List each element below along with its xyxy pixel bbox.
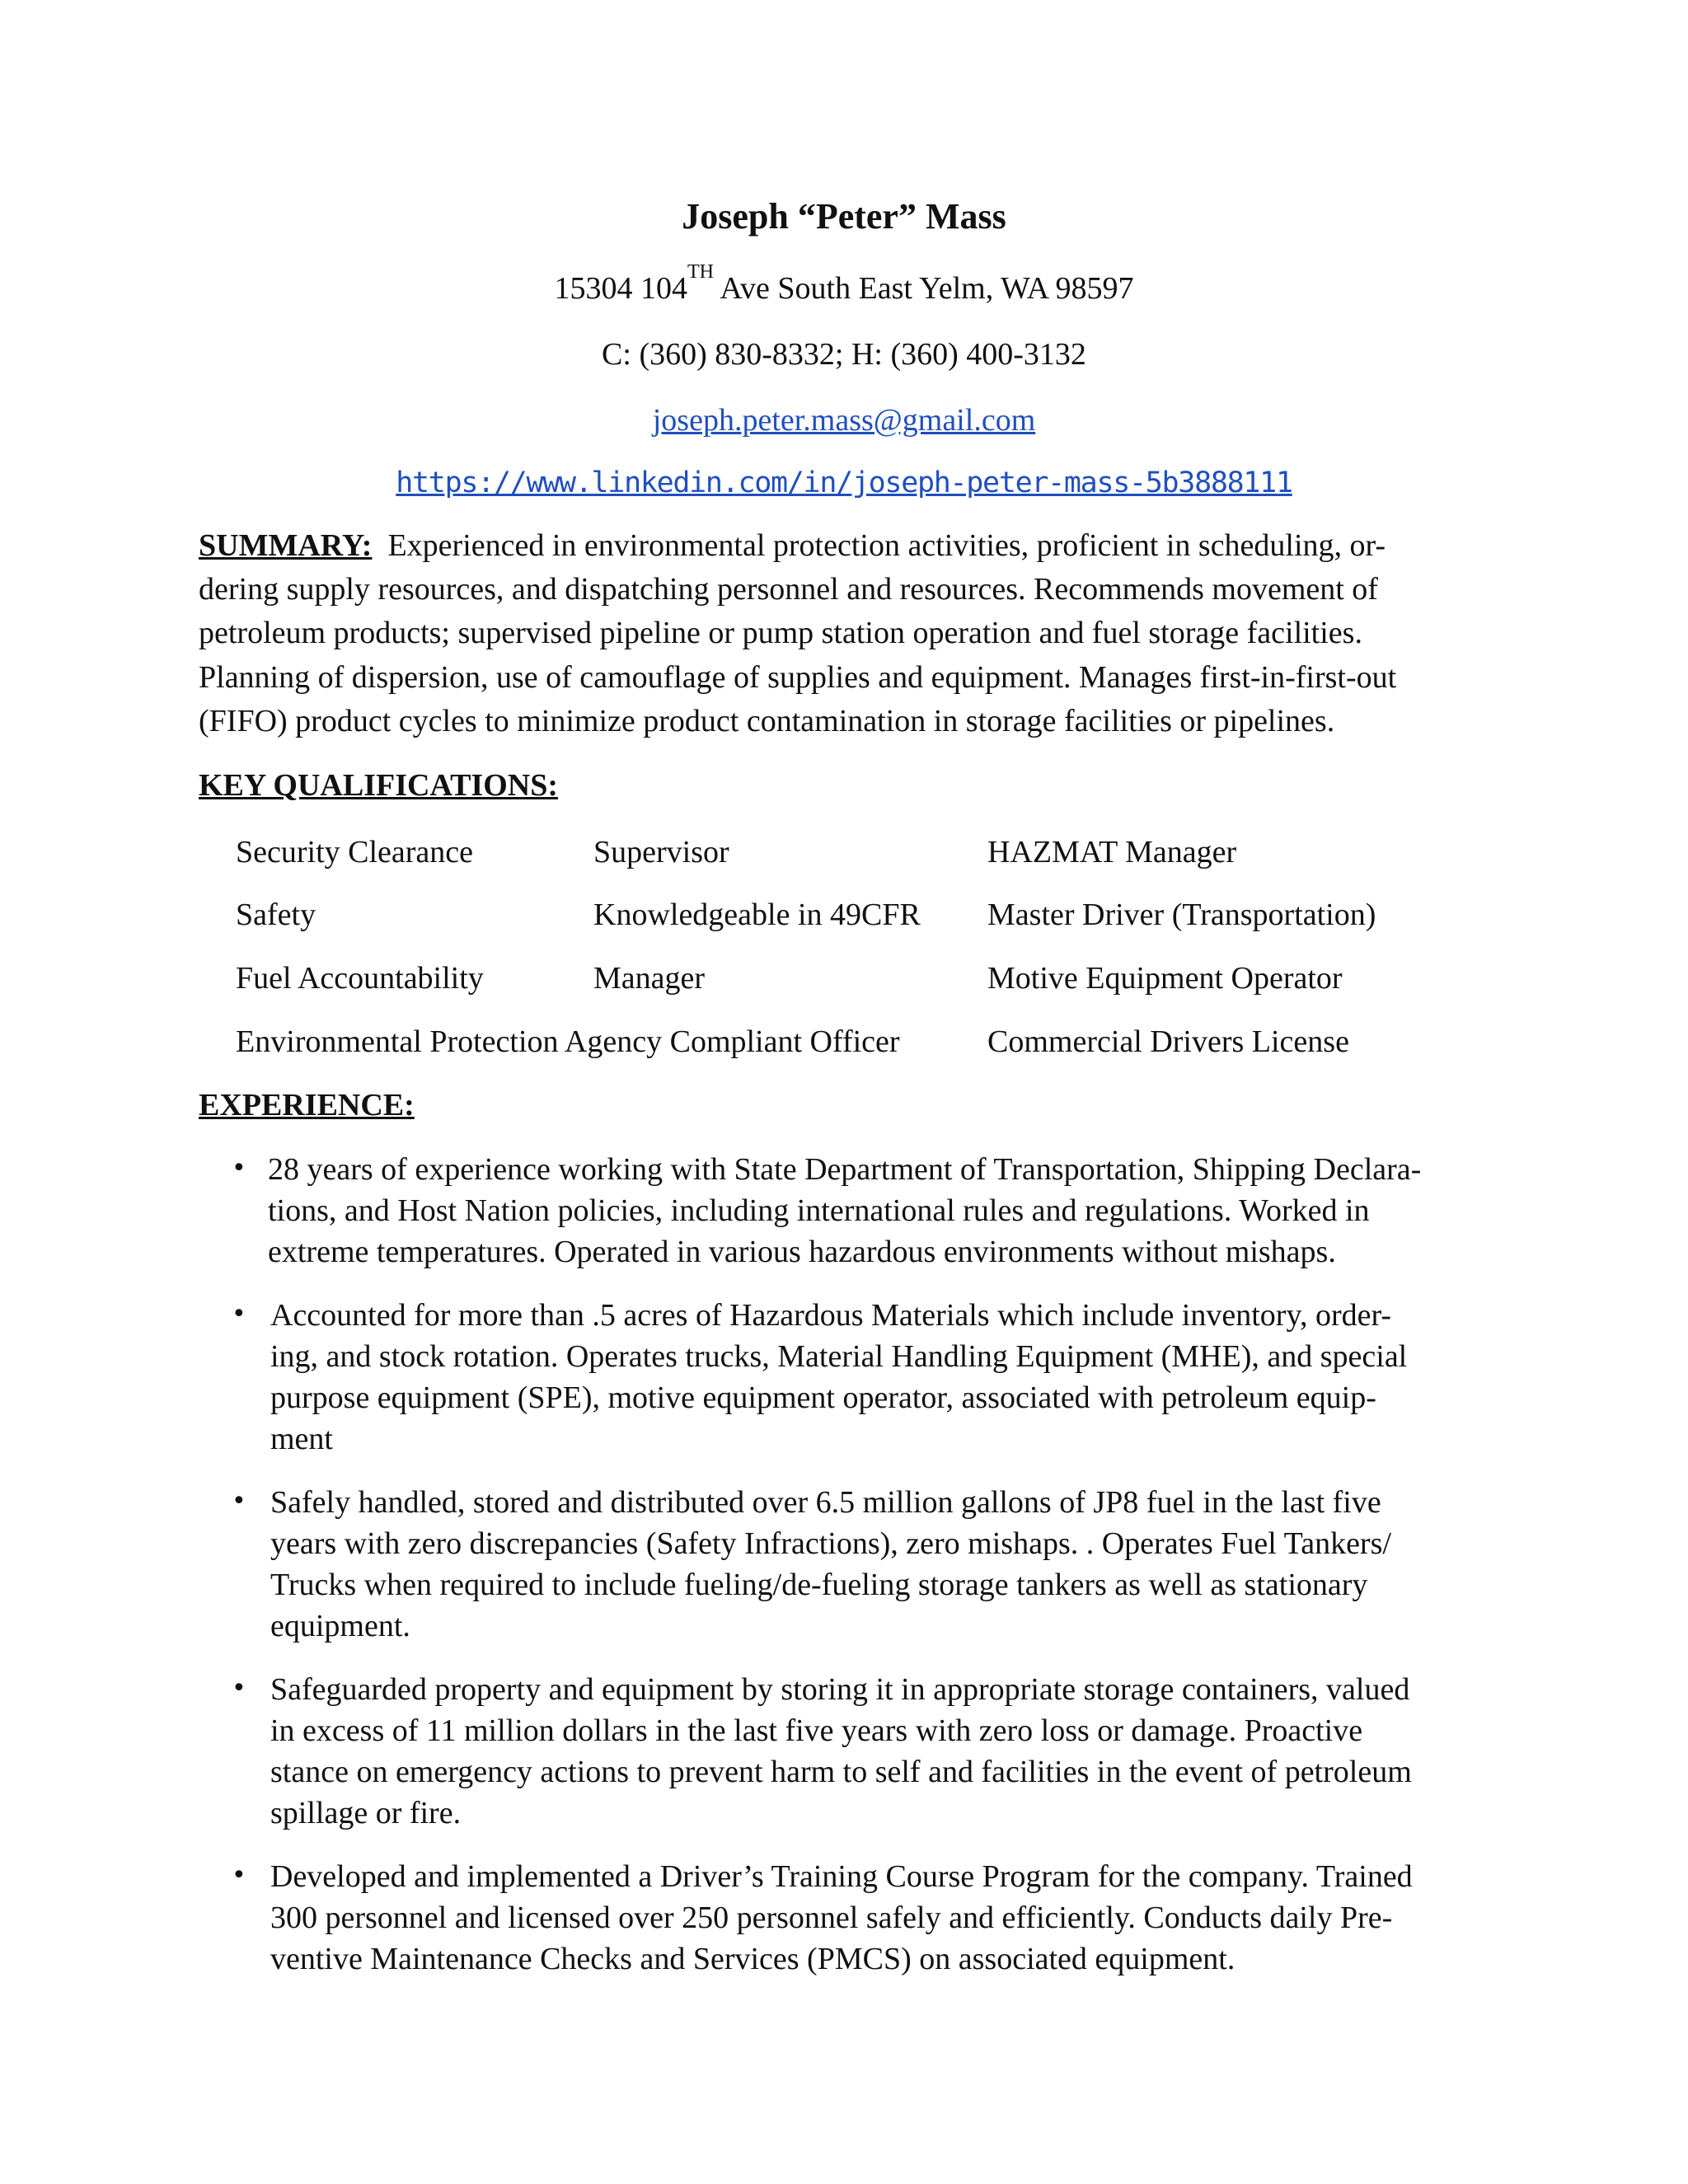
experience-line: ventive Maintenance Checks and Services (PMCS) on associated equipment. (270, 1942, 1236, 1976)
experience-text (270, 1482, 1391, 1647)
experience-line: years with zero discrepancies (Safety Infractions), zero mishaps. . Operates Fuel Tankers/ (270, 1526, 1391, 1561)
qualification-item: Commercial Drivers License (987, 1024, 1349, 1059)
address-number: 15304 104 (554, 271, 687, 306)
bullet-icon: • (232, 1154, 246, 1183)
bullet-icon: • (232, 1300, 246, 1329)
experience-line: Accounted for more than .5 acres of Hazardous Materials which include inventory, order- (270, 1298, 1392, 1333)
experience-line: in excess of 11 million dollars in the last five years with zero loss or damage. Proactive (270, 1713, 1363, 1748)
experience-text (270, 1669, 1412, 1834)
qualification-item: Fuel Accountability (236, 961, 484, 996)
address-line (0, 261, 1688, 312)
qualification-item: Manager (593, 961, 706, 996)
phone-numbers: C: (360) 830-8332; H: (360) 400-3132 (602, 337, 1086, 372)
qualification-item: HAZMAT Manager (987, 835, 1237, 869)
summary-heading: SUMMARY: (199, 528, 373, 563)
email-line (0, 397, 1688, 443)
experience-line: Trucks when required to include fueling/de-fueling storage tankers as well as stationary (270, 1568, 1368, 1602)
experience-line: Safely handled, stored and distributed over 6.5 million gallons of JP8 fuel in the last five (270, 1485, 1381, 1520)
candidate-name: Joseph “Peter” Mass (682, 196, 1006, 237)
experience-line: equipment. (270, 1609, 410, 1643)
qualifications-heading: KEY QUALIFICATIONS: (199, 768, 558, 803)
experience-line: stance on emergency actions to prevent harm to self and facilities in the event of petroleum (270, 1755, 1412, 1789)
experience-text (268, 1149, 1421, 1272)
experience-line: spillage or fire. (270, 1796, 462, 1830)
linkedin-line (0, 462, 1688, 504)
experience-line: 28 years of experience working with State Department of Transportation, Shipping Declara- (268, 1152, 1422, 1187)
summary-text-1: Experienced in environmental protection activities, proficient in scheduling, or- (387, 528, 1386, 563)
experience-line: Safeguarded property and equipment by storing it in appropriate storage containers, valued (270, 1672, 1410, 1707)
summary-line-1 (199, 524, 1396, 568)
qualification-item: Safety (236, 898, 316, 932)
qualification-item: Security Clearance (236, 835, 474, 869)
summary-line-4: Planning of dispersion, use of camouflage of supplies and equipment. Manages first-in-first-out (199, 659, 1397, 695)
experience-text (270, 1856, 1413, 1980)
bullet-icon: • (232, 1674, 246, 1703)
summary-line-3: petroleum products; supervised pipeline or pump station operation and fuel storage facilities. (199, 616, 1362, 651)
qualification-item: Environmental Protection Agency Compliant Officer (236, 1024, 900, 1059)
summary-section (199, 524, 1396, 743)
experience-line: 300 personnel and licensed over 250 personnel safely and efficiently. Conducts daily Pre- (270, 1900, 1393, 1935)
experience-text (270, 1295, 1407, 1460)
summary-line-5: (FIFO) product cycles to minimize product contamination in storage facilities or pipelines. (199, 703, 1335, 738)
address-street-city: Ave South East Yelm, WA 98597 (713, 271, 1134, 306)
qualification-item: Motive Equipment Operator (987, 961, 1343, 996)
qualification-item: Knowledgeable in 49CFR (593, 898, 921, 932)
experience-line: purpose equipment (SPE), motive equipment operator, associated with petroleum equip- (270, 1380, 1376, 1415)
qualification-item: Supervisor (593, 835, 729, 869)
experience-line: tions, and Host Nation policies, including international rules and regulations. Worked in (268, 1193, 1370, 1228)
experience-line: ment (270, 1422, 333, 1456)
bullet-icon: • (232, 1861, 246, 1890)
linkedin-link[interactable]: https://www.linkedin.com/in/joseph-peter-mass-5b3888111 (396, 466, 1292, 499)
summary-line-2: dering supply resources, and dispatching personnel and resources. Recommends movement of (199, 572, 1378, 607)
email-link[interactable]: joseph.peter.mass@gmail.com (652, 403, 1036, 438)
qualification-item: Master Driver (Transportation) (987, 898, 1376, 932)
bullet-icon: • (232, 1487, 246, 1516)
experience-line: Developed and implemented a Driver’s Training Course Program for the company. Trained (270, 1859, 1413, 1894)
address-ordinal-suffix: TH (687, 261, 714, 283)
experience-line: extreme temperatures. Operated in various hazardous environments without mishaps. (268, 1235, 1336, 1269)
experience-heading: EXPERIENCE: (199, 1088, 415, 1122)
experience-line: ing, and stock rotation. Operates trucks, Material Handling Equipment (MHE), and special (270, 1339, 1408, 1374)
